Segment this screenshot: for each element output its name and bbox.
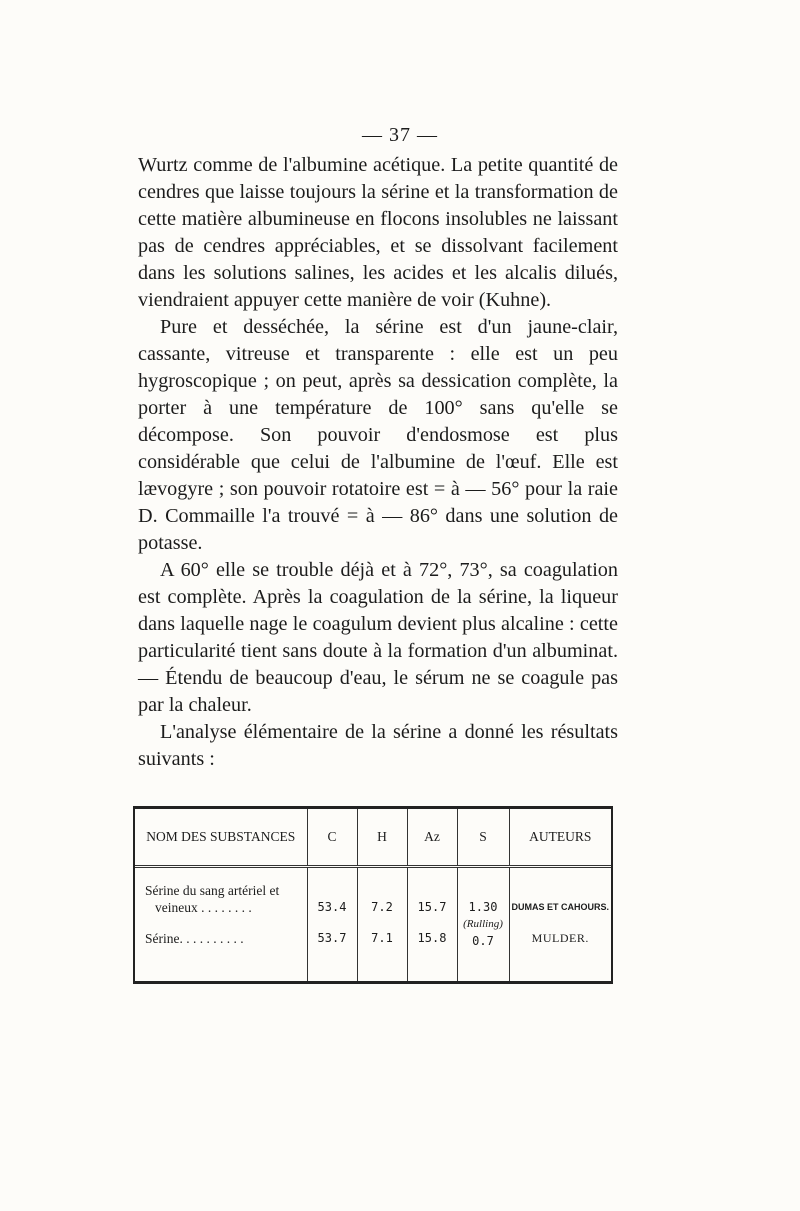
analysis-table (133, 806, 613, 984)
header-c: C (307, 809, 357, 867)
table-row (135, 867, 611, 982)
header-name: NOM DES SUBSTANCES (135, 809, 307, 867)
cell-h (357, 867, 407, 982)
body-text (138, 152, 618, 773)
header-s: S (457, 809, 509, 867)
value-auteur: DUMAS ET CAHOURS. (511, 902, 609, 912)
value-c: 53.4 (317, 900, 347, 914)
name-line: veineux . . . . . . . . (155, 900, 252, 915)
value-az: 15.8 (417, 931, 447, 945)
paragraph: L'analyse élémentaire de la sérine a donné les résultats suivants : (138, 721, 618, 770)
value-h: 7.2 (371, 900, 393, 914)
cell-c (307, 867, 357, 982)
value-h: 7.1 (371, 931, 393, 945)
paragraph: Wurtz comme de l'albumine acétique. La petite quantité de cendres que laisse toujours la sérine et la transformation de cette matière albumineuse en flocons insolubles ne laissant pas de cendres appréciables, et se dissolvant facilement dans les solutions salines, les acides et les alcalis dilués, viendraient appuyer cette manière de voir (Kuhne). (138, 154, 618, 311)
value-az: 15.7 (417, 900, 447, 914)
cell-auteurs (509, 867, 611, 982)
header-auteurs: AUTEURS (509, 809, 611, 867)
value-auteur: MULDER. (531, 931, 589, 945)
header-az: Az (407, 809, 457, 867)
value-s-note: (Rulling) (463, 918, 503, 930)
paragraph: Pure et desséchée, la sérine est d'un jaune-clair, cassante, vitreuse et transparente : elle est un peu hygroscopique ; on peut, après sa dessication complète, la porter à une température de 100° sans qu'elle se décompose. Son pouvoir d'endosmose est plus considérable que celui de l'albumine de l'œuf. Elle est lævogyre ; son pouvoir rotatoire est = à — 56° pour la raie D. Commaille l'a trouvé = à — 86° dans une solution de potasse. (138, 316, 618, 554)
table-header-row (135, 809, 611, 867)
page-number: — 37 — (362, 124, 438, 146)
value-s: 0.7 (472, 934, 494, 948)
name-line: Sérine. . . . . . . . . . (145, 931, 244, 946)
value-c: 53.7 (317, 931, 347, 945)
header-h: H (357, 809, 407, 867)
cell-name (135, 867, 307, 982)
value-s: 1.30 (468, 900, 498, 914)
paragraph: A 60° elle se trouble déjà et à 72°, 73°, sa coagulation est complète. Après la coagulation de la sérine, la liqueur dans laquelle nage le coagulum devient plus alcaline : cette particularité tient sans doute à la formation d'un albuminat. — Étendu de beaucoup d'eau, le sérum ne se coagule pas par la chaleur. (138, 559, 618, 716)
cell-az (407, 867, 457, 982)
name-line: Sérine du sang artériel et (145, 883, 280, 898)
cell-s (457, 867, 509, 982)
